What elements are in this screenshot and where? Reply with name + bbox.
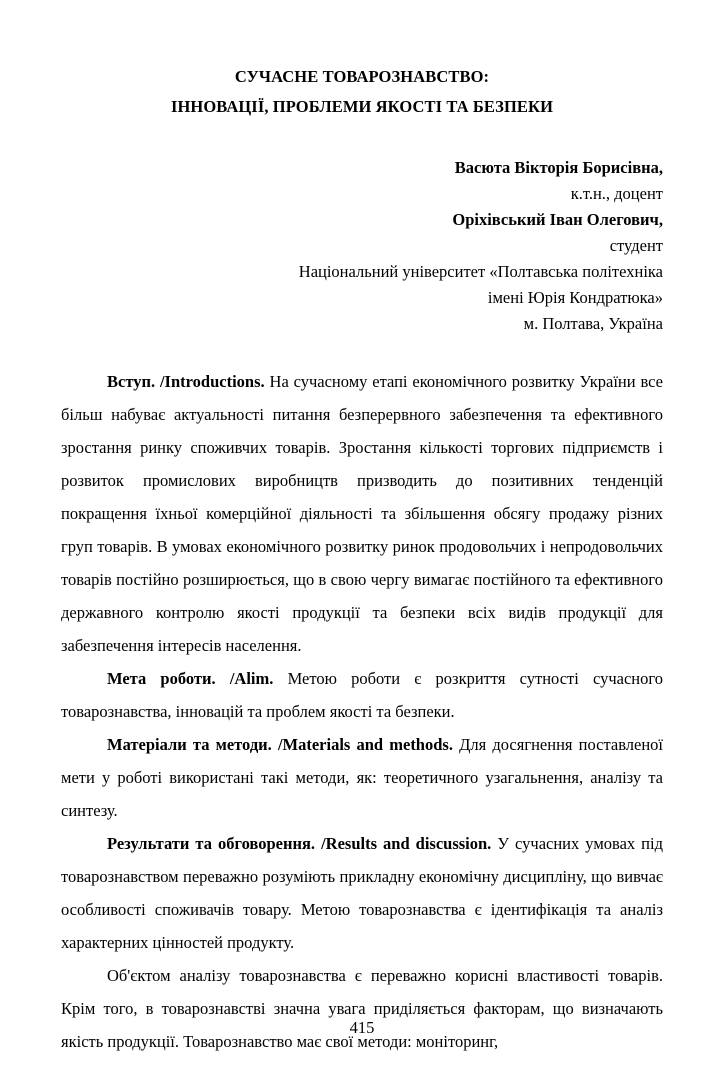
page-number: 415	[349, 1018, 375, 1037]
author-block	[61, 155, 663, 337]
section-lead-aim: Мета роботи. /Alim.	[107, 669, 274, 688]
section-paragraph-object-of-analysis	[61, 959, 663, 1058]
section-lead-introduction: Вступ. /Introductions.	[107, 372, 265, 391]
section-body-results-and-discussion: У сучасних умовах під товарознавством переважно розуміють прикладну економічну дисципліну, що вивчає особливості споживачів товару. Метою товарознавства є ідентифікація та аналіз характерних цінностей продукту.	[61, 834, 663, 952]
affiliation-location: м. Полтава, Україна	[523, 314, 663, 333]
page-title-line-2: ІННОВАЦІЇ, ПРОБЛЕМИ ЯКОСТІ ТА БЕЗПЕКИ	[170, 97, 554, 116]
section-lead-materials-and-methods: Матеріали та методи. /Materials and methods.	[107, 735, 453, 754]
document-page	[0, 62, 724, 1086]
body-text	[61, 365, 663, 1058]
affiliation-line-1: Національний університет «Полтавська політехніка	[298, 262, 663, 281]
section-paragraph-results-and-discussion	[61, 827, 663, 959]
page-title-line-1: СУЧАСНЕ ТОВАРОЗНАВСТВО:	[234, 67, 490, 86]
section-body-object-of-analysis: Об'єктом аналізу товарознавства є переважно корисні властивості товарів. Крім того, в товарознавстві значна увага приділяється факторам, що визначають якість продукції. Товарознавство має свої методи: моніторинг,	[61, 966, 663, 1051]
section-lead-results-and-discussion: Результати та обговорення. /Results and discussion.	[107, 834, 492, 853]
section-paragraph-introduction	[61, 365, 663, 662]
section-body-introduction: На сучасному етапі економічного розвитку України все більш набуває актуальності питання безперервного забезпечення та ефективного зростання ринку споживчих товарів. Зростання кількості торгових підприємств і розвиток промислових виробництв призводить до позитивних тенденцій покращення їхньої комерційної діяльності та збільшення обсягу продажу різних груп товарів. В умовах економічного розвитку ринок продовольчих і непродовольчих товарів постійно розширюється, що в свою чергу вимагає постійного та ефективного державного контролю якості продукції та безпеки всіх видів продукції для забезпечення інтересів населення.	[61, 372, 663, 655]
affiliation-line-2: імені Юрія Кондратюка»	[487, 288, 663, 307]
section-body-aim: Метою роботи є розкриття сутності сучасного товарознавства, інновацій та проблем якості та безпеки.	[61, 669, 663, 721]
section-paragraph-materials-and-methods	[61, 728, 663, 827]
section-body-materials-and-methods: Для досягнення поставленої мети у роботі використані такі методи, як: теоретичного узагальнення, аналізу та синтезу.	[61, 735, 663, 820]
author-role-2: студент	[609, 236, 663, 255]
author-name-2: Оріхівський Іван Олегович,	[452, 210, 663, 229]
section-paragraph-aim	[61, 662, 663, 728]
page-title	[61, 62, 663, 122]
author-name-1: Васюта Вікторія Борисівна,	[454, 158, 663, 177]
author-role-1: к.т.н., доцент	[570, 184, 663, 203]
